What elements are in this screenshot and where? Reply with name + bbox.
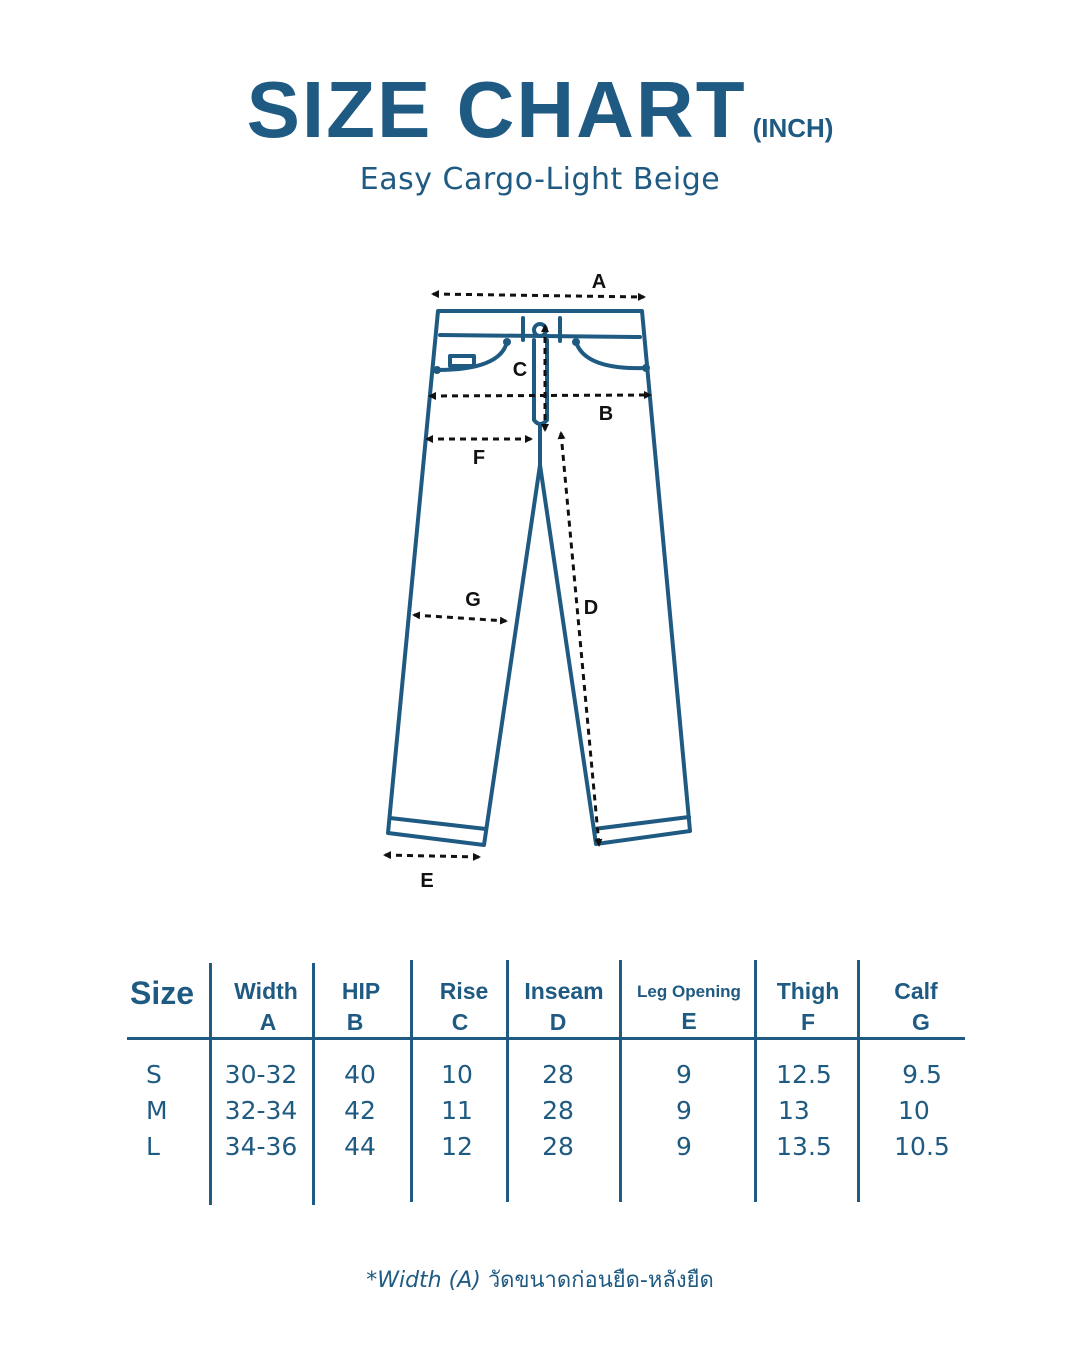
size-cell: S (146, 1060, 162, 1089)
column-name: Width (234, 978, 298, 1004)
table-cell: 9 (676, 1060, 692, 1089)
column-name: Thigh (776, 978, 840, 1004)
column-divider (209, 963, 212, 1205)
footnote-emphasis: *Width (A) (366, 1268, 481, 1293)
right-pocket (576, 342, 646, 368)
column-header-hip (316, 978, 406, 1036)
arrow-b (430, 395, 650, 396)
table-cell: 12.5 (776, 1060, 832, 1089)
column-header-rise (416, 978, 512, 1036)
column-header-calf (866, 978, 966, 1036)
left-hem (390, 818, 486, 829)
column-code: A (259, 1009, 277, 1035)
pants-outline (388, 311, 690, 845)
column-header-inseam (512, 978, 616, 1036)
arrow-e (385, 855, 479, 857)
table-cell: 44 (344, 1132, 376, 1161)
header-divider (127, 1037, 965, 1040)
column-code: D (549, 1009, 567, 1035)
size-cell: M (146, 1096, 168, 1125)
label-b: B (598, 403, 614, 425)
table-cell: 30-32 (224, 1060, 298, 1089)
label-d: D (583, 597, 599, 619)
column-name: Calf (894, 978, 938, 1004)
footnote-text: วัดขนาดก่อนยืด-หลังยืด (480, 1268, 714, 1293)
rivet-dot (642, 364, 650, 372)
rivet-dot (572, 338, 580, 346)
page-title: SIZE CHART (246, 65, 747, 154)
arrow-g (414, 615, 506, 621)
column-name: Leg Opening (637, 982, 741, 1001)
column-divider (619, 960, 622, 1202)
table-cell: 13.5 (776, 1132, 832, 1161)
table-cell: 9 (676, 1096, 692, 1125)
column-code: G (912, 1009, 930, 1035)
column-divider (506, 960, 509, 1202)
unit-label: (INCH) (752, 113, 834, 143)
coin-pocket (450, 356, 474, 366)
table-cell: 28 (542, 1096, 574, 1125)
table-cell: 10 (898, 1096, 930, 1125)
column-header-leg-opening (624, 982, 754, 1035)
column-name: Inseam (524, 978, 604, 1004)
table-cell: 10 (441, 1060, 473, 1089)
table-cell: 28 (542, 1060, 574, 1089)
rivet-dot (503, 338, 511, 346)
footnote (0, 1262, 1080, 1297)
label-a: A (591, 271, 607, 293)
label-c: C (512, 359, 528, 381)
right-hem (594, 817, 689, 829)
table-cell: 9.5 (902, 1060, 942, 1089)
table-cell: 32-34 (224, 1096, 298, 1125)
label-g: G (465, 589, 481, 611)
column-name: HIP (341, 978, 381, 1004)
column-divider (410, 960, 413, 1202)
table-cell: 34-36 (224, 1132, 298, 1161)
column-code: E (681, 1008, 697, 1034)
pants-silhouette (388, 311, 690, 845)
column-header-width (218, 978, 314, 1036)
column-code: F (800, 1009, 816, 1035)
column-divider (857, 960, 860, 1202)
table-cell: 9 (676, 1132, 692, 1161)
table-cell: 11 (441, 1096, 473, 1125)
column-code: C (451, 1009, 469, 1035)
column-name: Rise (439, 978, 489, 1004)
table-cell: 42 (344, 1096, 376, 1125)
table-cell: 10.5 (894, 1132, 950, 1161)
column-divider (754, 960, 757, 1202)
size-cell: L (146, 1132, 160, 1161)
table-cell: 28 (542, 1132, 574, 1161)
table-cell: 13 (778, 1096, 810, 1125)
product-subtitle: Easy Cargo-Light Beige (359, 162, 721, 197)
size-header: Size (130, 975, 195, 1011)
column-header-thigh (758, 978, 858, 1036)
table-cell: 12 (441, 1132, 473, 1161)
column-code: B (346, 1009, 364, 1035)
table-cell: 40 (344, 1060, 376, 1089)
column-divider (312, 963, 315, 1205)
label-e: E (420, 870, 434, 892)
rivet-dot (433, 366, 441, 374)
arrow-a (433, 294, 644, 297)
label-f: F (472, 447, 486, 469)
